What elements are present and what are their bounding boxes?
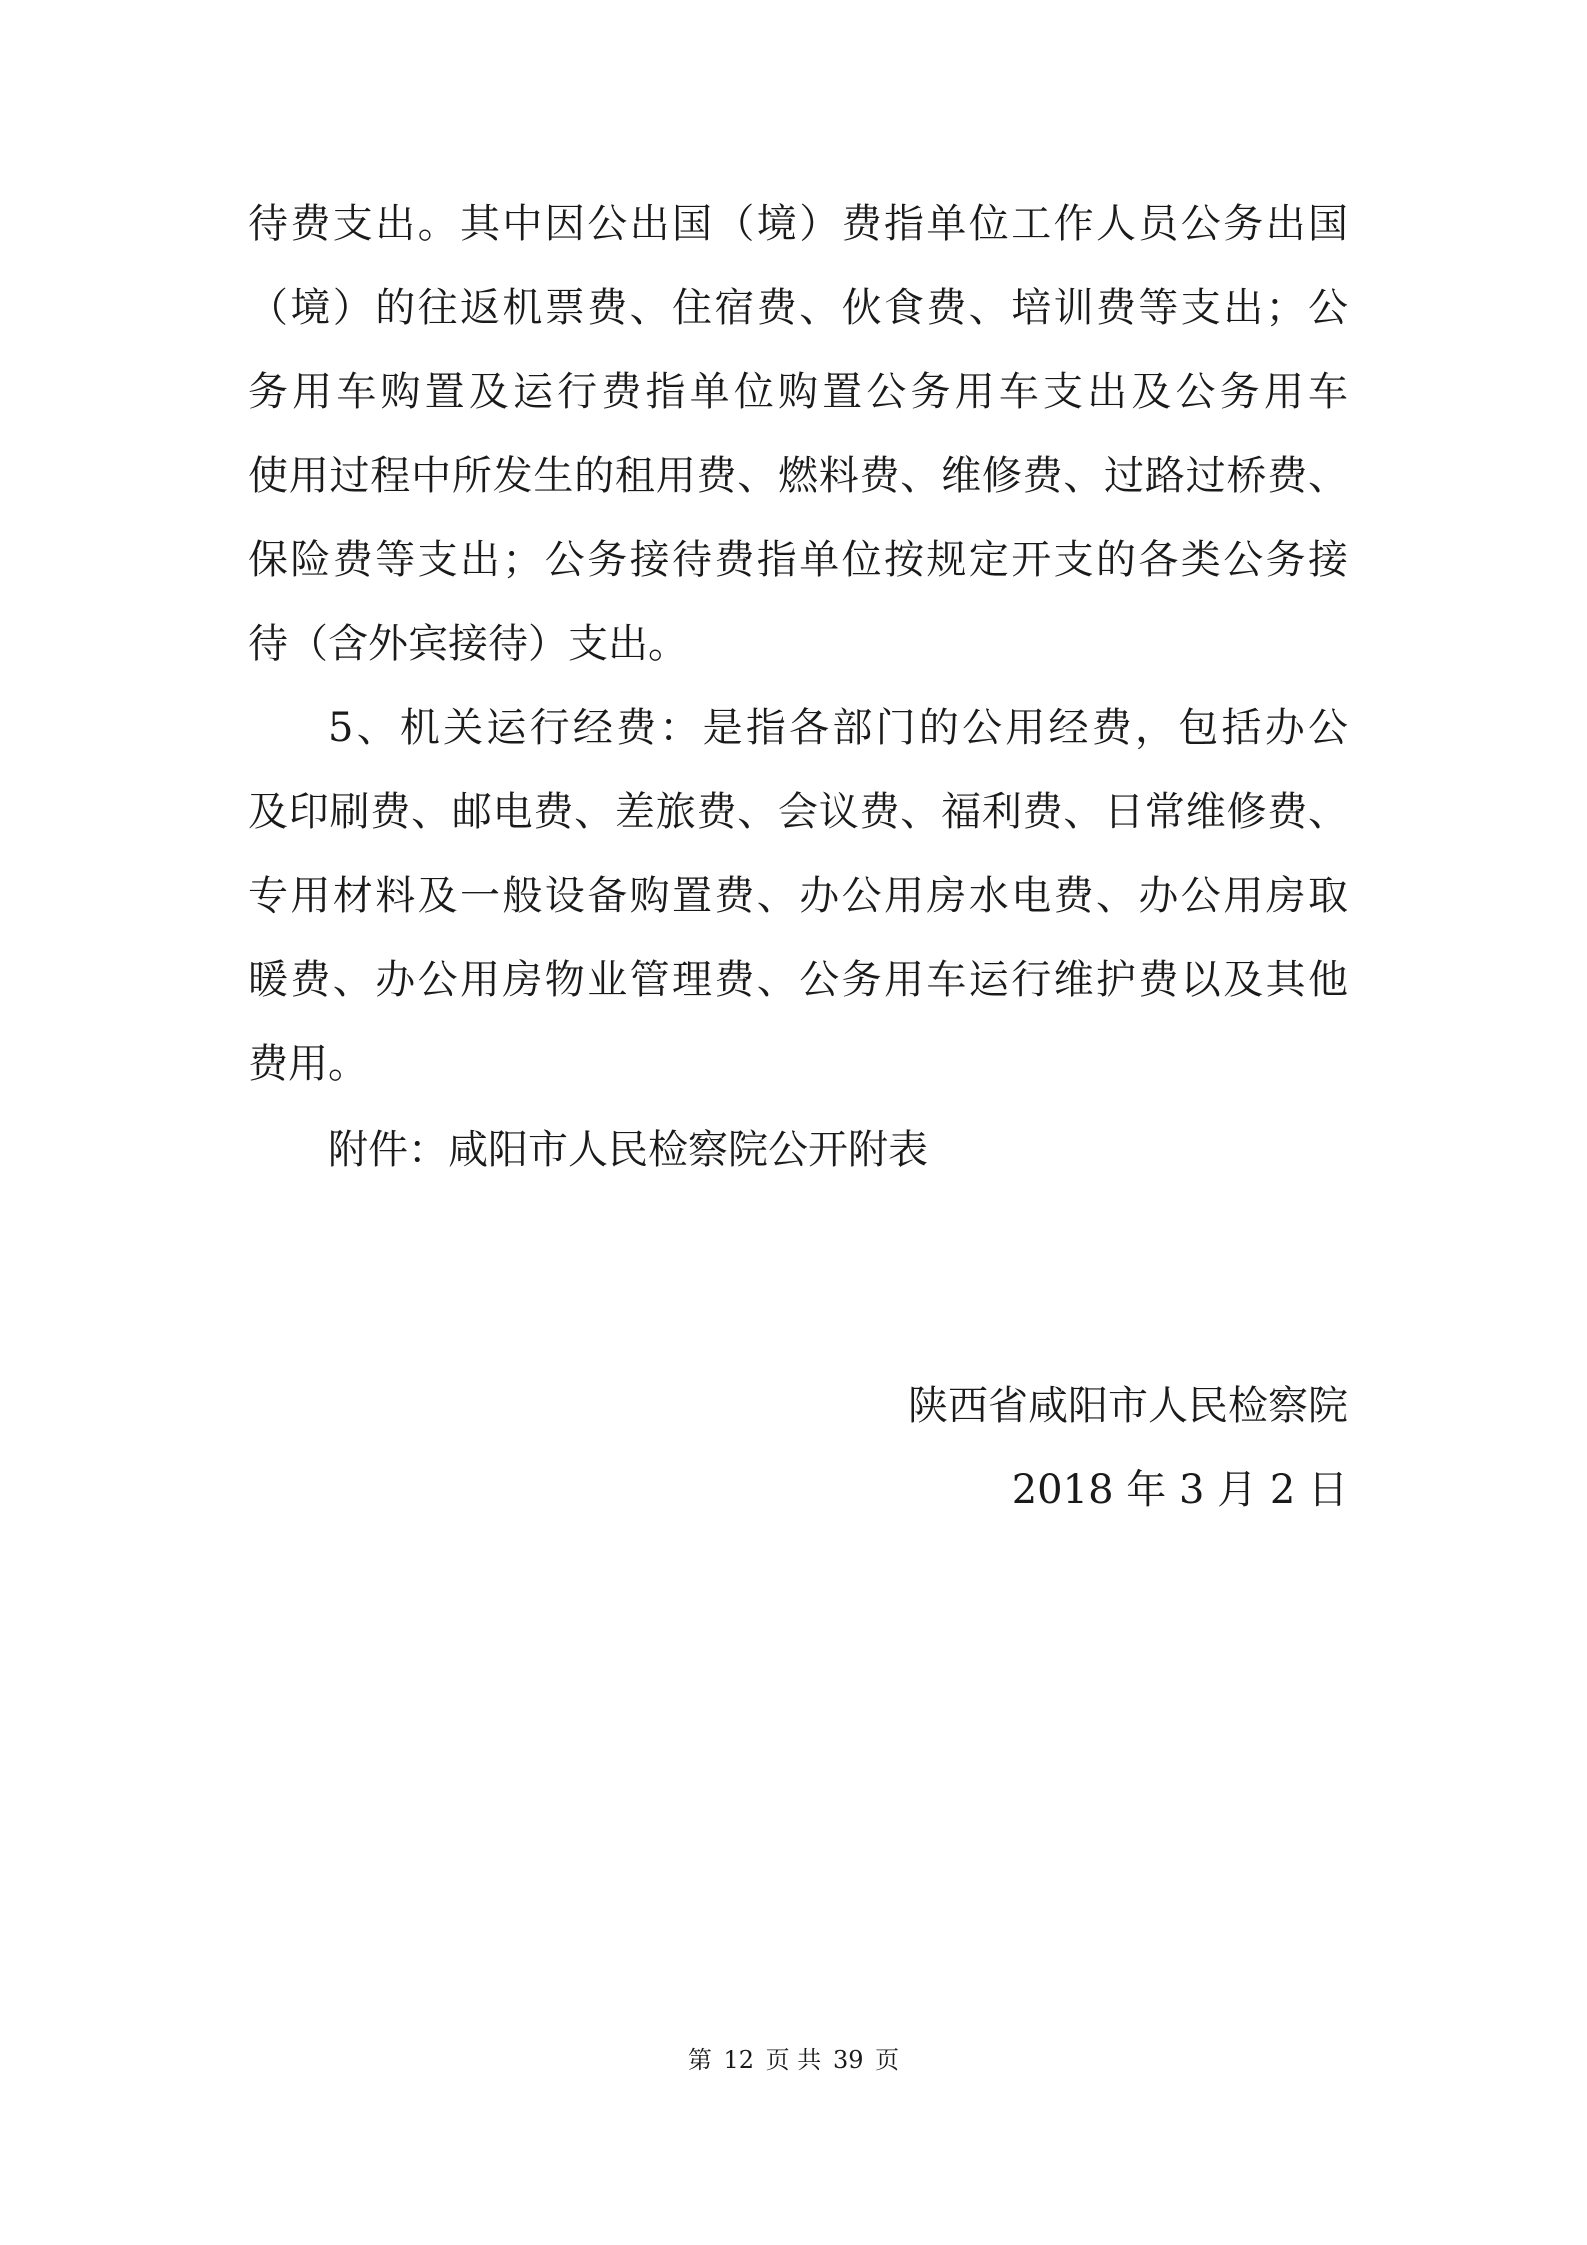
footer-prefix: 第 bbox=[687, 2046, 712, 2074]
text-line: 保险费等支出；公务接待费指单位按规定开支的各类公务接 bbox=[248, 537, 1348, 583]
footer-total-pages: 39 bbox=[832, 2046, 864, 2074]
text-line: 务用车购置及运行费指单位购置公务用车支出及公务用车 bbox=[248, 369, 1348, 415]
footer-suffix: 页 bbox=[875, 2046, 900, 2074]
text-line: 暖费、办公用房物业管理费、公务用车运行维护费以及其他 bbox=[248, 957, 1348, 1003]
text-line: （境）的往返机票费、住宿费、伙食费、培训费等支出；公 bbox=[248, 285, 1348, 331]
text-line: 待费支出。其中因公出国（境）费指单位工作人员公务出国 bbox=[248, 201, 1348, 247]
text-line: 专用材料及一般设备购置费、办公用房水电费、办公用房取 bbox=[248, 873, 1348, 919]
text-line: 费用。 bbox=[248, 1041, 368, 1087]
signature-organization: 陕西省咸阳市人民检察院 bbox=[908, 1383, 1348, 1429]
page-footer bbox=[0, 2045, 1587, 2075]
text-line: 5、机关运行经费：是指各部门的公用经费，包括办公 bbox=[328, 705, 1348, 751]
text-line: 待（含外宾接待）支出。 bbox=[248, 621, 688, 667]
footer-current-page: 12 bbox=[723, 2046, 755, 2074]
text-line: 及印刷费、邮电费、差旅费、会议费、福利费、日常维修费、 bbox=[248, 789, 1348, 835]
signature-date: 2018 年 3 月 2 日 bbox=[1011, 1467, 1348, 1513]
footer-middle: 页 共 bbox=[765, 2046, 822, 2074]
text-line: 使用过程中所发生的租用费、燃料费、维修费、过路过桥费、 bbox=[248, 453, 1348, 499]
attachment-note: 附件：咸阳市人民检察院公开附表 bbox=[328, 1127, 928, 1173]
